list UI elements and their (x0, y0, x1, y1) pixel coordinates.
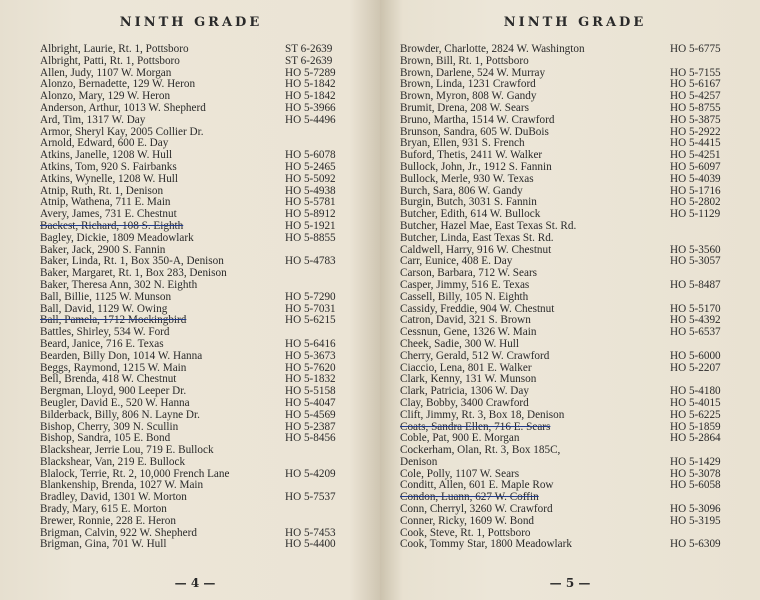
student-entry: Denison (400, 456, 438, 468)
phone-number: HO 5-7290 (285, 290, 336, 303)
student-entry: Bradley, David, 1301 W. Morton (40, 492, 187, 504)
list-item (40, 469, 372, 481)
list-item (400, 115, 750, 127)
phone-number: HO 5-5158 (285, 385, 336, 398)
student-entry: Clark, Kenny, 131 W. Munson (400, 374, 537, 386)
student-entry: Brady, Mary, 615 E. Morton (40, 504, 167, 516)
student-entry: Brown, Darlene, 524 W. Murray (400, 67, 546, 79)
student-entry: Bergman, Lloyd, 900 Leeper Dr. (40, 386, 187, 398)
phone-number: HO 5-8855 (285, 231, 336, 244)
student-entry: Cole, Polly, 1107 W. Sears (400, 468, 520, 480)
phone-number: HO 5-7289 (285, 66, 336, 79)
phone-number: HO 5-4783 (285, 255, 336, 268)
phone-number (670, 233, 738, 245)
student-entry: Allen, Judy, 1107 W. Morgan (40, 67, 172, 79)
list-item (400, 339, 750, 351)
list-item (400, 44, 750, 56)
student-entry: Conn, Cherryl, 3260 W. Crawford (400, 504, 553, 516)
phone-number: HO 5-5092 (285, 172, 336, 185)
list-item (40, 174, 372, 186)
page-number: — 5 — (549, 576, 591, 590)
phone-number: HO 5-8755 (670, 101, 721, 114)
student-entry: Brigman, Calvin, 922 W. Shepherd (40, 527, 197, 539)
phone-number: HO 5-4415 (670, 137, 721, 150)
student-entry: Bilderback, Billy, 806 N. Layne Dr. (40, 409, 200, 421)
student-entry: Anderson, Arthur, 1013 W. Shepherd (40, 102, 206, 114)
phone-number: HO 5-6775 (670, 43, 721, 55)
phone-number: HO 5-7453 (285, 526, 336, 539)
list-item (400, 410, 750, 422)
phone-number (670, 221, 738, 233)
phone-number (285, 268, 353, 280)
student-entry: Bruno, Martha, 1514 W. Crawford (400, 114, 555, 126)
student-entry: Butcher, Linda, East Texas St. Rd. (400, 232, 554, 244)
student-entry: Bell, Brenda, 418 W. Chestnut (40, 374, 177, 386)
student-entry: Bullock, Merle, 930 W. Texas (400, 173, 534, 185)
student-entry: Beard, Janice, 716 E. Texas (40, 338, 164, 350)
phone-number: HO 5-6000 (670, 349, 721, 362)
student-entry: Bryan, Ellen, 931 S. French (400, 138, 525, 150)
student-entry: Cook, Tommy Star, 1800 Meadowlark (400, 539, 572, 551)
list-item (40, 410, 372, 422)
phone-number: HO 5-4251 (670, 149, 721, 162)
right-page (380, 0, 760, 600)
phone-number: HO 5-1859 (670, 420, 721, 433)
list-item (400, 539, 750, 551)
phone-number: HO 5-1832 (285, 373, 336, 386)
phone-number: HO 5-3096 (670, 503, 721, 516)
list-item (40, 103, 372, 115)
phone-number: HO 5-7537 (285, 491, 336, 504)
phone-number: HO 5-3673 (285, 349, 336, 362)
phone-number: HO 5-7620 (285, 361, 336, 374)
phone-number: HO 5-3966 (285, 101, 336, 114)
phone-number: HO 5-6167 (670, 78, 721, 91)
list-item (400, 56, 750, 68)
list-item (400, 221, 750, 233)
student-entry: Bishop, Cherry, 309 N. Scullin (40, 421, 179, 433)
phone-number: HO 5-3875 (670, 113, 721, 126)
student-entry: Atkins, Janelle, 1208 W. Hull (40, 150, 173, 162)
list-item (40, 339, 372, 351)
phone-number (285, 280, 353, 292)
phone-number: HO 5-2207 (670, 361, 721, 374)
student-entry: Blackshear, Van, 219 E. Bullock (40, 456, 186, 468)
student-entry: Casper, Jimmy, 516 E. Texas (400, 279, 530, 291)
student-entry: Carr, Eunice, 408 E. Day (400, 256, 513, 268)
phone-number: HO 5-4180 (670, 385, 721, 398)
phone-number: HO 5-2465 (285, 160, 336, 173)
student-entry: Conditt, Allen, 601 E. Maple Row (400, 480, 554, 492)
list-item (40, 351, 372, 363)
phone-number: HO 5-5170 (670, 302, 721, 315)
student-entry: Cessnun, Gene, 1326 W. Main (400, 327, 537, 339)
list-item (40, 445, 372, 457)
student-entry: Blankenship, Brenda, 1027 W. Main (40, 480, 204, 492)
student-entry: Albright, Laurie, Rt. 1, Pottsboro (40, 44, 189, 55)
phone-number: HO 5-3057 (670, 255, 721, 268)
list-item (40, 127, 372, 139)
student-entry: Baker, Theresa Ann, 302 N. Eighth (40, 279, 198, 291)
phone-number: HO 5-4496 (285, 113, 336, 126)
phone-number: HO 5-1842 (285, 90, 336, 103)
student-entry: Bearden, Billy Don, 1014 W. Hanna (40, 350, 203, 362)
phone-number (285, 504, 353, 516)
phone-number: HO 5-8912 (285, 208, 336, 221)
list-item (400, 256, 750, 268)
student-entry: Beugler, David E., 520 W. Hanna (40, 397, 190, 409)
list-item (400, 351, 750, 363)
student-list (40, 44, 372, 551)
list-item (400, 398, 750, 410)
student-entry: Cherry, Gerald, 512 W. Crawford (400, 350, 550, 362)
phone-number: HO 5-8487 (670, 278, 721, 291)
student-entry: Blackshear, Jerrie Lou, 719 E. Bullock (40, 445, 214, 457)
list-item (40, 256, 372, 268)
list-item (400, 233, 750, 245)
student-entry: Coble, Pat, 900 E. Morgan (400, 433, 520, 445)
student-entry: Ciaccio, Lena, 801 E. Walker (400, 362, 532, 374)
student-entry: Brumit, Drena, 208 W. Sears (400, 102, 529, 114)
student-entry: Catron, David, 321 S. Brown (400, 315, 531, 327)
student-entry: Burgin, Butch, 3031 S. Fannin (400, 197, 537, 209)
phone-number: HO 5-6309 (670, 538, 721, 551)
student-entry: Butcher, Edith, 614 W. Bullock (400, 209, 541, 221)
student-list (400, 44, 750, 551)
phone-number: HO 5-6097 (670, 160, 721, 173)
student-entry: Brown, Bill, Rt. 1, Pottsboro (400, 55, 529, 67)
student-entry: Arnold, Edward, 600 E. Day (40, 138, 169, 150)
phone-number: HO 5-3078 (670, 467, 721, 480)
student-entry: Baker, Linda, Rt. 1, Box 350-A, Denison (40, 256, 224, 268)
list-item (40, 268, 372, 280)
phone-number: HO 5-1129 (670, 208, 721, 221)
student-entry: Clay, Bobby, 3400 Crawford (400, 397, 529, 409)
student-entry: Albright, Patti, Rt. 1, Pottsboro (40, 55, 180, 67)
student-entry: Carson, Barbara, 712 W. Sears (400, 268, 538, 280)
student-entry: Brigman, Gina, 701 W. Hull (40, 539, 167, 551)
page-heading: NINTH GRADE (119, 15, 263, 30)
phone-number: ST 6-2639 (285, 43, 333, 55)
list-item (400, 280, 750, 292)
phone-number (285, 127, 353, 139)
student-entry: Conner, Ricky, 1609 W. Bond (400, 515, 535, 527)
phone-number: HO 5-5781 (285, 196, 336, 209)
student-entry: Atnip, Wathena, 711 E. Main (40, 197, 171, 209)
list-item (40, 280, 372, 292)
student-entry: Clark, Patricia, 1306 W. Day (400, 386, 529, 398)
list-item (40, 56, 372, 68)
student-entry: Ball, David, 1129 W. Owing (40, 303, 168, 315)
phone-number (285, 445, 353, 457)
list-item (40, 457, 372, 469)
student-entry: Backest, Richard, 108 S. Eighth (40, 220, 184, 232)
phone-number: HO 5-4938 (285, 184, 336, 197)
phone-number: HO 5-4392 (670, 314, 721, 327)
list-item (40, 221, 372, 233)
student-entry: Alonzo, Bernadette, 129 W. Heron (40, 79, 196, 91)
student-entry: Armor, Sheryl Kay, 2005 Collier Dr. (40, 126, 204, 138)
list-item (400, 516, 750, 528)
student-entry: Brunson, Sandra, 605 W. DuBois (400, 126, 549, 138)
student-entry: Blalock, Terrie, Rt. 2, 10,000 French Lane (40, 468, 230, 480)
student-entry: Caldwell, Harry, 916 W. Chestnut (400, 244, 552, 256)
phone-number: HO 5-2864 (670, 432, 721, 445)
phone-number: HO 5-7155 (670, 66, 721, 79)
student-entry: Alonzo, Mary, 129 W. Heron (40, 91, 171, 103)
phone-number: HO 5-3195 (670, 514, 721, 527)
student-entry: Bagley, Dickie, 1809 Meadowlark (40, 232, 194, 244)
list-item (400, 103, 750, 115)
list-item (40, 433, 372, 445)
list-item (400, 162, 750, 174)
list-item (40, 115, 372, 127)
phone-number (670, 339, 738, 351)
phone-number: HO 5-4047 (285, 396, 336, 409)
list-item (40, 233, 372, 245)
list-item (400, 363, 750, 375)
phone-number: HO 5-4015 (670, 396, 721, 409)
phone-number: HO 5-1716 (670, 184, 721, 197)
phone-number: HO 5-2922 (670, 125, 721, 138)
student-entry: Beggs, Raymond, 1215 W. Main (40, 362, 187, 374)
student-entry: Cheek, Sadie, 300 W. Hull (400, 338, 520, 350)
phone-number: HO 5-4209 (285, 467, 336, 480)
phone-number: HO 5-1921 (285, 219, 336, 232)
list-item (40, 516, 372, 528)
student-entry: Brewer, Ronnie, 228 E. Heron (40, 515, 176, 527)
student-entry: Ard, Tim, 1317 W. Day (40, 114, 146, 126)
student-entry: Condon, Luann, 627 W. Coffin (400, 492, 539, 504)
phone-number: HO 5-6225 (670, 408, 721, 421)
list-item (40, 292, 372, 304)
student-entry: Cook, Steve, Rt. 1, Pottsboro (400, 527, 531, 539)
student-entry: Baker, Jack, 2900 S. Fannin (40, 244, 166, 256)
student-entry: Brown, Linda, 1231 Crawford (400, 79, 536, 91)
list-item (40, 162, 372, 174)
phone-number: HO 5-4569 (285, 408, 336, 421)
phone-number: HO 5-6058 (670, 479, 721, 492)
phone-number: HO 5-4257 (670, 90, 721, 103)
student-entry: Bullock, John, Jr., 1912 S. Fannin (400, 161, 552, 173)
student-entry: Cassidy, Freddie, 904 W. Chestnut (400, 303, 555, 315)
student-entry: Burch, Sara, 806 W. Gandy (400, 185, 523, 197)
student-entry: Clift, Jimmy, Rt. 3, Box 18, Denison (400, 409, 565, 421)
student-entry: Brown, Myron, 808 W. Gandy (400, 91, 537, 103)
list-item (400, 292, 750, 304)
phone-number: HO 5-1842 (285, 78, 336, 91)
list-item (40, 398, 372, 410)
student-entry: Bishop, Sandra, 105 E. Bond (40, 433, 171, 445)
phone-number: HO 5-2387 (285, 420, 336, 433)
student-entry: Coats, Sandra Ellen, 716 E. Sears (400, 421, 551, 433)
phone-number (285, 516, 353, 528)
phone-number: HO 5-6215 (285, 314, 336, 327)
list-item (400, 480, 750, 492)
student-entry: Ball, Pamela, 1712 Mockingbird (40, 315, 187, 327)
list-item (40, 539, 372, 551)
student-entry: Browder, Charlotte, 2824 W. Washington (400, 44, 585, 55)
list-item (400, 174, 750, 186)
student-entry: Atkins, Tom, 920 S. Fairbanks (40, 161, 177, 173)
page-heading: NINTH GRADE (503, 15, 647, 30)
phone-number: HO 5-4400 (285, 538, 336, 551)
list-item (40, 504, 372, 516)
student-entry: Battles, Shirley, 534 W. Ford (40, 327, 170, 339)
phone-number: HO 5-1429 (670, 455, 721, 468)
student-entry: Atkins, Wynelle, 1208 W. Hull (40, 173, 179, 185)
page-number: — 4 — (174, 576, 216, 590)
phone-number: HO 5-2802 (670, 196, 721, 209)
list-item (40, 315, 372, 327)
student-entry: Baker, Margaret, Rt. 1, Box 283, Denison (40, 268, 227, 280)
phone-number: HO 5-6416 (285, 337, 336, 350)
student-entry: Cassell, Billy, 105 N. Eighth (400, 291, 529, 303)
phone-number: HO 5-3560 (670, 243, 721, 256)
list-item (40, 492, 372, 504)
phone-number: HO 5-8456 (285, 432, 336, 445)
student-entry: Butcher, Hazel Mae, East Texas St. Rd. (400, 220, 577, 232)
phone-number: ST 6-2639 (285, 54, 333, 67)
phone-number: HO 5-7031 (285, 302, 336, 315)
student-entry: Buford, Thetis, 2411 W. Walker (400, 150, 543, 162)
list-item (400, 209, 750, 221)
phone-number: HO 5-6537 (670, 326, 721, 339)
list-item (400, 433, 750, 445)
student-entry: Cockerham, Olan, Rt. 3, Box 185C, (400, 445, 561, 457)
phone-number (670, 292, 738, 304)
student-entry: Atnip, Ruth, Rt. 1, Denison (40, 185, 164, 197)
list-item (400, 457, 750, 469)
phone-number: HO 5-4039 (670, 172, 721, 185)
phone-number (670, 56, 738, 68)
list-item (400, 327, 750, 339)
student-entry: Avery, James, 731 E. Chestnut (40, 209, 177, 221)
student-entry: Ball, Billie, 1125 W. Munson (40, 291, 172, 303)
phone-number: HO 5-6078 (285, 149, 336, 162)
phone-number (285, 457, 353, 469)
